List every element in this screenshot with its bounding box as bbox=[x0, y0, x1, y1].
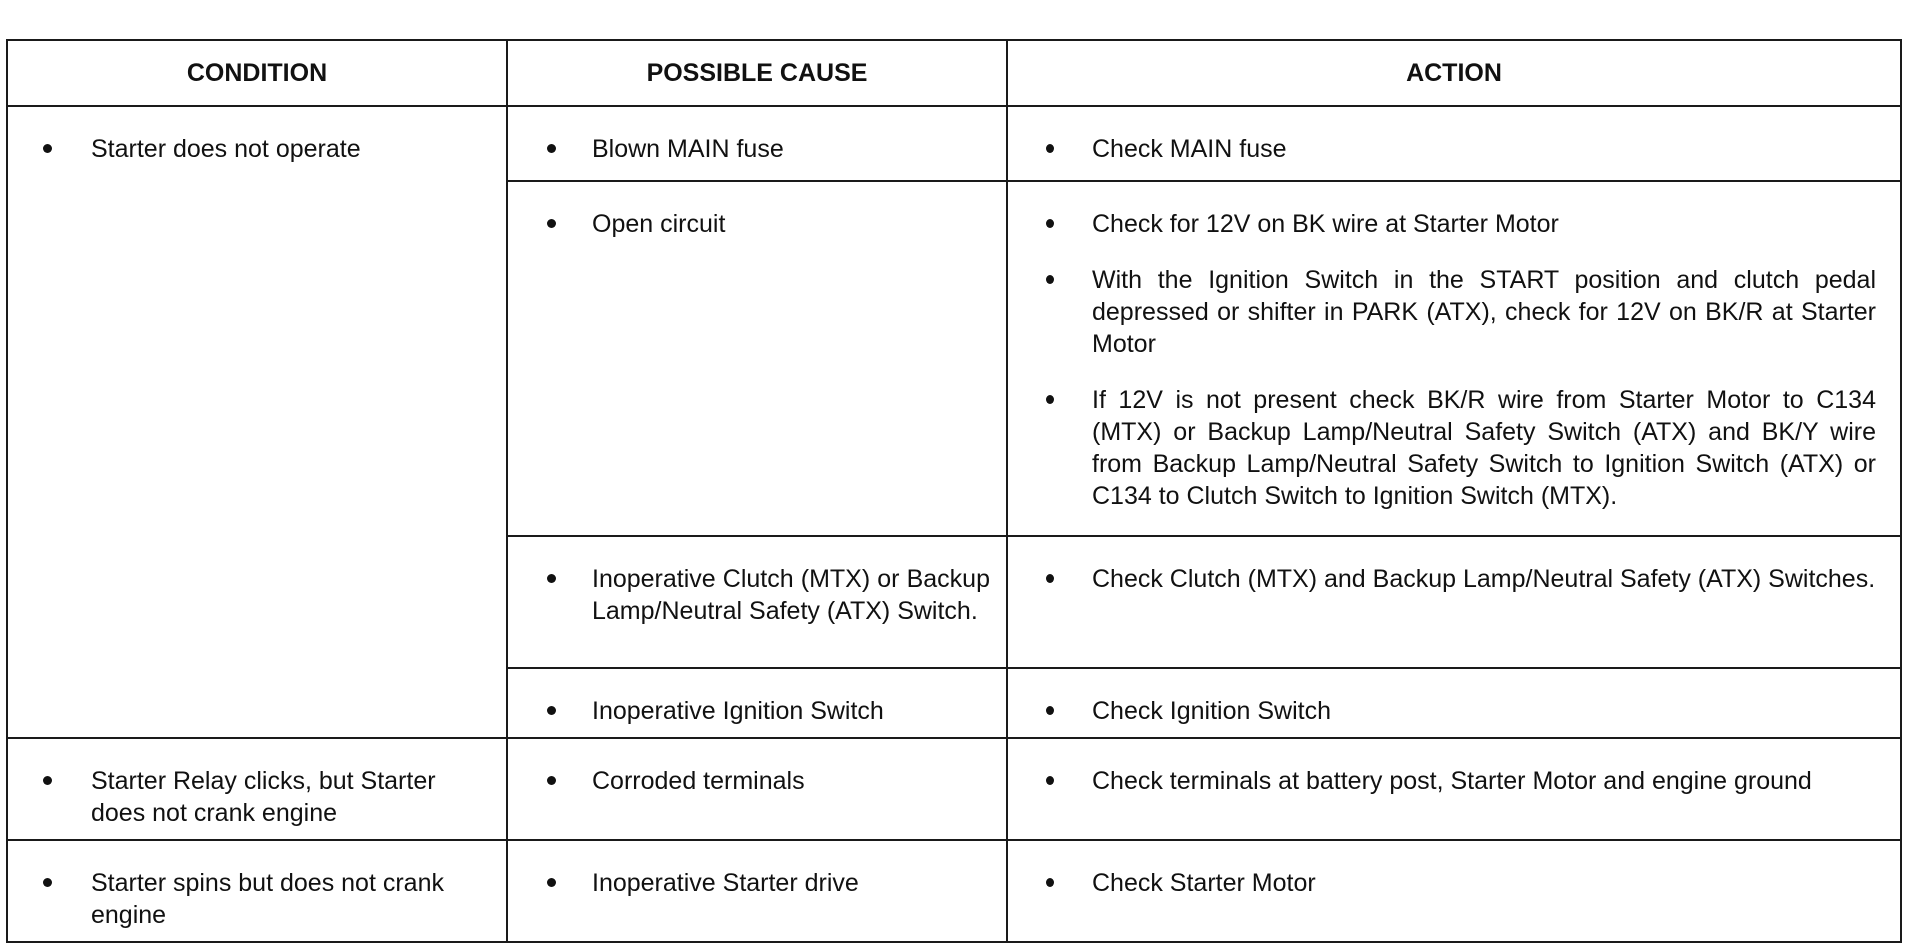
action-cell bbox=[1007, 106, 1901, 181]
condition-text: Starter Relay clicks, but Starter does not crank engine bbox=[91, 767, 436, 827]
action-text: If 12V is not present check BK/R wire from Starter Motor to C134 (MTX) or Backup Lamp/Neutral Safety Switch (ATX) and BK/Y wire from Backup Lamp/Neutral Safety Switch to Ignition Switch (ATX) or C134 to Clutch Switch to Ignition Switch (MTX). bbox=[1092, 386, 1876, 510]
bullet-icon bbox=[1046, 219, 1054, 228]
header-row bbox=[7, 40, 1901, 106]
condition-text: Starter spins but does not crank engine bbox=[91, 869, 444, 929]
bullet-icon bbox=[43, 144, 52, 153]
header-action: ACTION bbox=[1007, 40, 1901, 106]
cause-text: Inoperative Starter drive bbox=[592, 869, 859, 897]
condition-cell bbox=[7, 106, 507, 738]
cause-text: Open circuit bbox=[592, 210, 726, 238]
table-row bbox=[7, 738, 1901, 840]
action-text: Check terminals at battery post, Starter Motor and engine ground bbox=[1092, 767, 1812, 795]
action-cell bbox=[1007, 181, 1901, 536]
cause-cell bbox=[507, 738, 1007, 840]
condition-cell bbox=[7, 840, 507, 942]
action-cell bbox=[1007, 668, 1901, 738]
table-row bbox=[7, 106, 1901, 181]
bullet-icon bbox=[1046, 878, 1054, 887]
diagnosis-table bbox=[6, 39, 1902, 943]
cause-text: Blown MAIN fuse bbox=[592, 135, 784, 163]
action-text: With the Ignition Switch in the START position and clutch pedal depressed or shifter in PARK (ATX), check for 12V on BK/R at Starter Motor bbox=[1092, 266, 1876, 358]
cause-cell bbox=[507, 536, 1007, 668]
cause-text: Inoperative Clutch (MTX) or Backup Lamp/Neutral Safety (ATX) Switch. bbox=[592, 565, 990, 625]
header-condition: CONDITION bbox=[7, 40, 507, 106]
bullet-icon bbox=[1046, 395, 1054, 404]
action-text: Check MAIN fuse bbox=[1092, 135, 1287, 163]
cause-cell bbox=[507, 106, 1007, 181]
action-cell bbox=[1007, 738, 1901, 840]
action-cell bbox=[1007, 536, 1901, 668]
cause-cell bbox=[507, 668, 1007, 738]
action-text: Check Starter Motor bbox=[1092, 869, 1316, 897]
cause-cell bbox=[507, 181, 1007, 536]
table-row bbox=[7, 840, 1901, 942]
condition-text: Starter does not operate bbox=[91, 135, 361, 163]
bullet-icon bbox=[1046, 275, 1054, 284]
bullet-icon bbox=[1046, 144, 1054, 153]
bullet-icon bbox=[547, 574, 556, 583]
bullet-icon bbox=[43, 776, 52, 785]
action-text: Check Ignition Switch bbox=[1092, 697, 1332, 725]
header-possible-cause: POSSIBLE CAUSE bbox=[507, 40, 1007, 106]
bullet-icon bbox=[547, 776, 556, 785]
action-cell bbox=[1007, 840, 1901, 942]
bullet-icon bbox=[1046, 706, 1054, 715]
bullet-icon bbox=[1046, 574, 1054, 583]
bullet-icon bbox=[43, 878, 52, 887]
condition-cell bbox=[7, 738, 507, 840]
bullet-icon bbox=[547, 144, 556, 153]
cause-text: Inoperative Ignition Switch bbox=[592, 697, 884, 725]
action-text: Check Clutch (MTX) and Backup Lamp/Neutral Safety (ATX) Switches. bbox=[1092, 565, 1876, 593]
bullet-icon bbox=[547, 219, 556, 228]
cause-cell bbox=[507, 840, 1007, 942]
bullet-icon bbox=[547, 878, 556, 887]
action-text: Check for 12V on BK wire at Starter Motor bbox=[1092, 210, 1559, 238]
bullet-icon bbox=[1046, 776, 1054, 785]
cause-text: Corroded terminals bbox=[592, 767, 805, 795]
bullet-icon bbox=[547, 706, 556, 715]
